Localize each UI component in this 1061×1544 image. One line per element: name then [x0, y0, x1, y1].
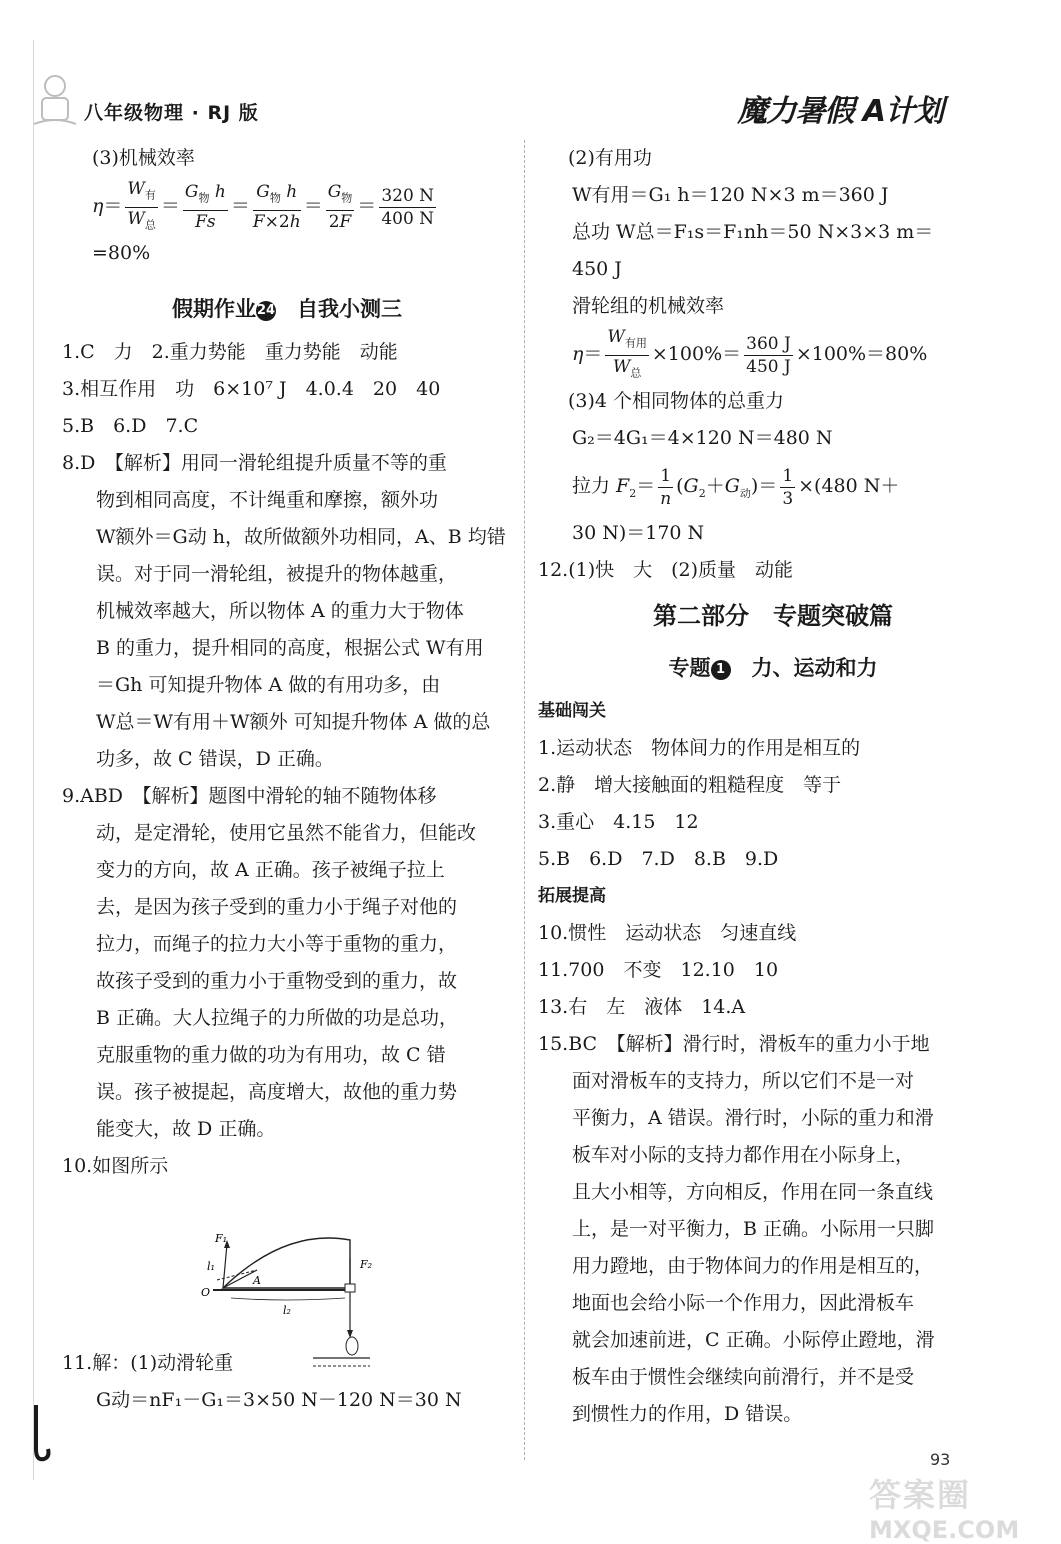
answer-line: 到惯性力的作用，D 错误。 [572, 1403, 803, 1425]
answer-line: 10.如图所示 [62, 1155, 169, 1177]
answer-line: G动＝nF₁－G₁＝3×50 N－120 N＝30 N [96, 1389, 462, 1411]
answer-line: 克服重物的重力做的功为有用功，故 C 错 [96, 1044, 446, 1066]
topic-number-badge: 1 [711, 660, 731, 680]
answer-line: 面对滑板车的支持力，所以它们不是一对 [572, 1070, 915, 1092]
answer-line: 用力蹬地，由于物体间力的作用是相互的， [572, 1255, 934, 1277]
answer-line: (3)4 个相同物体的总重力 [568, 390, 785, 412]
answer-line: W有用＝G₁ h＝120 N×3 m＝360 J [572, 184, 889, 206]
answer-line: (2)有用功 [568, 147, 652, 169]
hook-decoration-icon [30, 1405, 52, 1465]
answer-line: 功多，故 C 错误，D 正确。 [96, 748, 334, 770]
answer-line: G₂＝4G₁＝4×120 N＝480 N [572, 427, 833, 449]
answer-line: 且大小相等，方向相反，作用在同一条直线 [572, 1181, 934, 1203]
answer-line: 450 J [572, 258, 622, 280]
answer-line: 机械效率越大，所以物体 A 的重力大于物体 [96, 600, 464, 622]
text-line: =80% [92, 242, 151, 264]
text-line: (3)机械效率 [92, 147, 195, 169]
section-number-badge: 24 [256, 301, 276, 321]
label-f2: F₂ [360, 1258, 373, 1271]
mascot-icon [30, 72, 80, 130]
answer-line: 30 N)＝170 N [572, 522, 705, 544]
subsection-basic: 基础闯关 [538, 701, 606, 721]
column-divider [524, 140, 525, 1460]
watermark-top: 答案圈 [869, 1476, 972, 1514]
answer-line: 拉力，而绳子的拉力大小等于重物的重力， [96, 933, 458, 955]
label-l2: l₂ [283, 1304, 291, 1317]
answer-line: 滑轮组的机械效率 [572, 295, 725, 317]
answer-line: 10.惯性 运动状态 匀速直线 [538, 922, 797, 944]
page-edge-line [33, 40, 34, 1480]
answer-line: 误。孩子被提起，高度增大，故他的重力势 [96, 1081, 458, 1103]
header-grade-label: 八年级物理 · RJ 版 [84, 102, 259, 124]
answer-line: 故孩子受到的重力小于重物受到的重力，故 [96, 970, 458, 992]
page-number: 93 [930, 1450, 951, 1469]
section-title [62, 284, 512, 334]
answer-line: 8.D 【解析】用同一滑轮组提升质量不等的重 [62, 452, 447, 474]
section-subtitle: 自我小测三 [297, 297, 402, 321]
answer-line: 15.BC 【解析】滑行时，滑板车的重力小于地 [538, 1033, 930, 1055]
answer-line: 变力的方向，故 A 正确。孩子被绳子拉上 [96, 859, 445, 881]
answer-line: 5.B 6.D 7.C [62, 415, 199, 437]
answer-line: W额外＝G动 h，故所做额外功相同，A、B 均错 [96, 526, 506, 548]
answer-line: 12.(1)快 大 (2)质量 动能 [538, 559, 794, 581]
answer-line: 就会加速前进，C 正确。小际停止蹬地，滑 [572, 1329, 935, 1351]
subsection-extended: 拓展提高 [538, 886, 606, 906]
answer-line: 物到相同高度，不计绳重和摩擦，额外功 [96, 489, 439, 511]
answer-line: B 正确。大人拉绳子的力所做的功是总功， [96, 1007, 459, 1029]
watermark-logo [869, 1470, 1039, 1544]
right-column [538, 140, 1008, 1433]
topic-title [538, 643, 1008, 693]
watermark-bottom: MXQE.COM [869, 1516, 1020, 1544]
answer-line: 上，是一对平衡力，B 正确。小际用一只脚 [572, 1218, 935, 1240]
topic-subtitle: 力、运动和力 [751, 656, 878, 680]
answer-line: 5.B 6.D 7.D 8.B 9.D [538, 848, 779, 870]
label-a: A [253, 1274, 261, 1287]
answer-line: 3.相互作用 功 6×10⁷ J 4.0.4 20 40 [62, 378, 441, 400]
answer-line: 1.运动状态 物体间力的作用是相互的 [538, 737, 861, 759]
lever-diagram [195, 1218, 375, 1376]
formula-efficiency: η＝ $W_有$ $W_总$ ＝ $G_物$ h Fs ＝ $G_物$ h F×2h ＝ $G_物$ 2F ＝ $\frac{320 N}{400 N}$ [92, 179, 435, 232]
label-o: O [201, 1286, 211, 1299]
answer-line: 11.解：(1)动滑轮重 [62, 1352, 234, 1374]
answer-line: 地面也会给小际一个作用力，因此滑板车 [572, 1292, 915, 1314]
answer-line: 误。对于同一滑轮组，被提升的物体越重， [96, 563, 458, 585]
answer-line: 3.重心 4.15 12 [538, 811, 699, 833]
answer-line: 板车对小际的支持力都作用在小际身上， [572, 1144, 915, 1166]
answer-line: B 的重力，提升相同的高度，根据公式 W有用 [96, 637, 484, 659]
formula-pulley-efficiency: η＝ $W_{有用}$ $W_总$ ×100%＝ $\frac{360 J}{450 J}$ ×100%＝80% [572, 327, 928, 379]
answer-line: 总功 W总＝F₁s＝F₁nh＝50 N×3×3 m＝ [572, 221, 934, 243]
answer-line: 2.静 增大接触面的粗糙程度 等于 [538, 774, 842, 796]
answer-line: 1.C 力 2.重力势能 重力势能 动能 [62, 341, 398, 363]
part-title: 第二部分 专题突破篇 [653, 602, 893, 630]
answer-line: ＝Gh 可知提升物体 A 做的有用功多，由 [96, 674, 441, 696]
answer-line: 11.700 不变 12.10 10 [538, 959, 779, 981]
answer-line: 能变大，故 D 正确。 [96, 1118, 276, 1140]
answer-line: 9.ABD 【解析】题图中滑轮的轴不随物体移 [62, 785, 437, 807]
answer-line: 去，是因为孩子受到的重力小于绳子对他的 [96, 896, 458, 918]
formula-pull-force: 拉力 $F_2=$ $\frac{1}{n}$ $(G_2+G_动)=$ $\frac{1}{3}$ ×(480 N＋ [572, 465, 900, 509]
label-f1: F₁ [215, 1232, 228, 1245]
answer-line: W总＝W有用＋W额外 可知提升物体 A 做的总 [96, 711, 491, 733]
label-l1: l₁ [207, 1260, 215, 1273]
answer-line: 平衡力，A 错误。滑行时，小际的重力和滑 [572, 1107, 934, 1129]
answer-line: 动，是定滑轮，使用它虽然不能省力，但能改 [96, 822, 477, 844]
answer-line: 板车由于惯性会继续向前滑行，并不是受 [572, 1366, 915, 1388]
section-title-text: 假期作业 [172, 297, 256, 321]
topic-title-text: 专题 [668, 656, 711, 680]
header-brand-logo: 魔力暑假 A计划 [737, 94, 943, 129]
answer-line: 13.右 左 液体 14.A [538, 996, 746, 1018]
